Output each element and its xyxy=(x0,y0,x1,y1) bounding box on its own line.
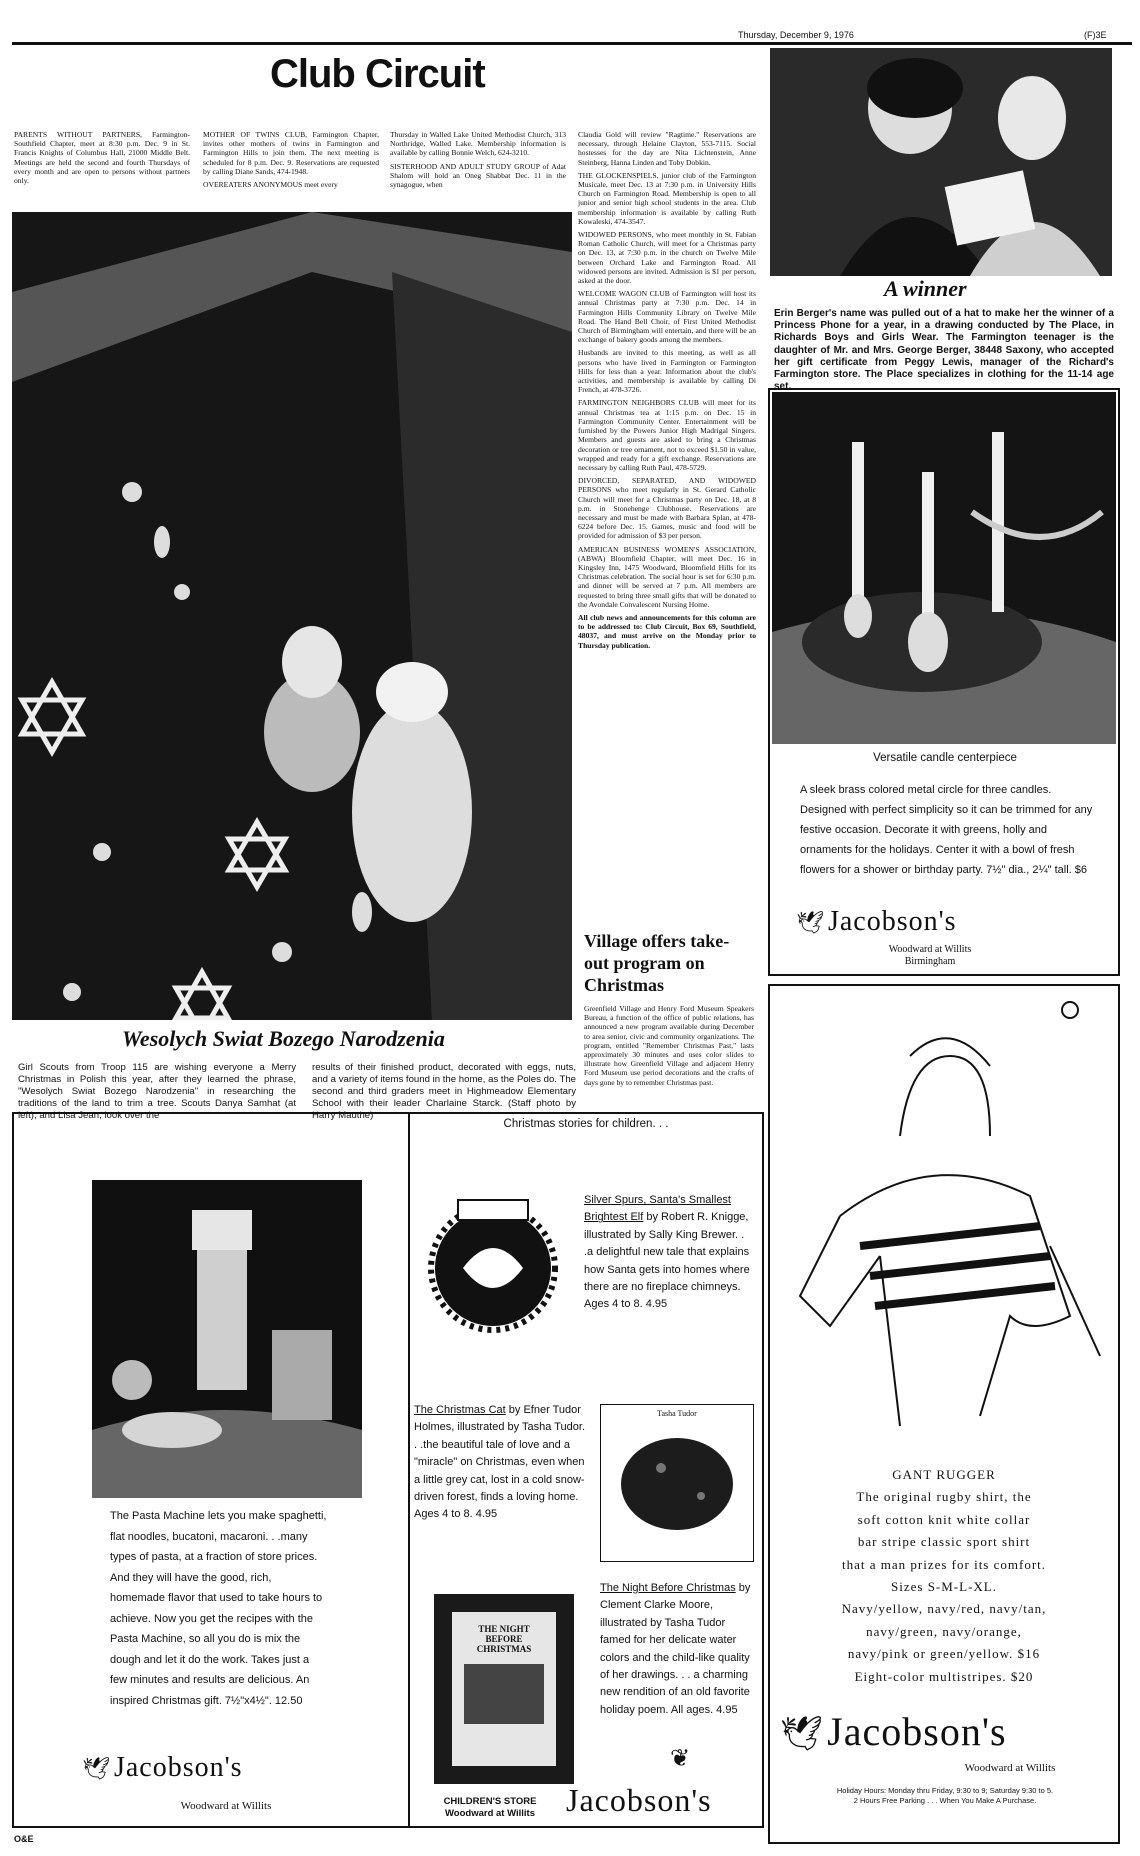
pasta-address: Woodward at Willits xyxy=(180,1800,272,1812)
book2-body: by Efner Tudor Holmes, illustrated by Tasha Tudor. . .the beautiful tale of love and a "miracle" on Christmas, even when a little grey cat, lost in a cold snow-driven forest, finds a loving home. Ages 4 to 8. 4.95 xyxy=(414,1404,585,1521)
pasta-photo-art xyxy=(92,1180,362,1498)
gant-line: navy/pink or green/yellow. $16 xyxy=(847,1646,1041,1662)
page-title: Club Circuit xyxy=(270,52,485,96)
book2-cover-art xyxy=(601,1418,753,1548)
candle-logo xyxy=(796,906,1086,936)
tree-photo xyxy=(12,212,572,1020)
holly-icon: ❦ xyxy=(670,1746,691,1772)
book1-body: by Robert R. Knigge, illustrated by Sally King Brewer. . .a delightful new tale that explains how Santa gets into homes where there are no fireplace chimneys. Ages 4 to 8. 4.95 xyxy=(584,1211,750,1311)
winner-headline: A winner xyxy=(884,276,967,301)
book3-body: by Clement Clarke Moore, illustrated by Tasha Tudor famed for her delicate water colors and the child-like quality of her drawings. . . a charming new rendition of an old favorite holiday poem. All ages. 4.95 xyxy=(600,1582,751,1716)
gant-line: soft cotton knit white collar xyxy=(857,1511,1031,1527)
gant-hours: Holiday Hours: Monday thru Friday, 9:30 to 9; Saturday 9:30 to 5. xyxy=(836,1786,1054,1795)
winner-photo-art xyxy=(770,48,1112,276)
candle-body: A sleek brass colored metal circle for three candles. Designed with perfect simplicity so it can be trimmed for any festive occasion. Decorate it with greens, holly and ornaments for the holidays. Center it with a bowl of fresh flowers for a shower or birthday party. 7½" dia., 2¼" tall. $6 xyxy=(800,784,1093,876)
village-headline: Village offers take-out program on Christmas xyxy=(584,931,730,995)
gant-line: The original rugby shirt, the xyxy=(856,1489,1032,1505)
book2-cover-label: Tasha Tudor xyxy=(657,1409,697,1418)
page-date: Thursday, December 9, 1976 xyxy=(738,30,854,40)
club-item-walled-lake: Thursday in Walled Lake United Methodist Church, 313 Northridge, Walled Lake. Membership information is available by calling Bonnie Welch, 624-3210. xyxy=(390,130,566,158)
candle-photo-art xyxy=(772,392,1116,744)
gant-logo xyxy=(780,1708,1108,1758)
gant-logo-text: Jacobson's xyxy=(827,1709,1007,1754)
book3-cover-art xyxy=(434,1594,574,1784)
candle-address-1: Woodward at Willits xyxy=(888,944,972,955)
gant-line: navy/green, navy/orange, xyxy=(866,1623,1022,1639)
club-col-2 xyxy=(203,130,379,193)
club-item-husbands: Husbands are invited to this meeting, as well as all persons who have lived in Farmington or Farmington Hills for less than a year. Information about the club's activities, and membership is available by calling Di French, at 478-3726. xyxy=(578,348,756,395)
club-item-widowed: WIDOWED PERSONS, who meet monthly in St. Fabian Roman Catholic Church, will meet for a Christmas party on Dec. 13, at 7:30 p.m. in the church on Twelve Mile between Orchard Lake and Farmington Road. All widowed persons are invited. Admission is $1 per person, asked at the door. xyxy=(578,230,756,286)
book2-text xyxy=(414,1402,590,1524)
pasta-photo xyxy=(92,1180,362,1498)
books-store: CHILDREN'S STORE xyxy=(443,1796,537,1807)
book3-cover xyxy=(434,1594,574,1784)
books-logo: Jacobson's xyxy=(566,1782,712,1818)
club-item-glockenspiels: THE GLOCKENSPIELS, junior club of the Farmington Musicale, meet Dec. 13 at 7:30 p.m. in University Hills Church on Farmington Road. Membership is open to all junior and senior high school students in the area. Club membership information is available by calling Ruth Kowaleski, 474-3547. xyxy=(578,170,756,226)
gant-illustration xyxy=(780,996,1108,1436)
books-address: Woodward at Willits xyxy=(445,1808,535,1819)
gant-line: GANT RUGGER xyxy=(892,1467,996,1482)
book3-cover-label: THE NIGHT BEFORE CHRISTMAS xyxy=(476,1624,532,1654)
footer-mark: O&E xyxy=(14,1834,34,1844)
candle-title: Versatile candle centerpiece xyxy=(873,752,1017,764)
book1-cover xyxy=(418,1188,568,1338)
gant-address: Woodward at Willits xyxy=(964,1762,1056,1774)
club-col-3 xyxy=(390,130,566,193)
club-item-neighbors: FARMINGTON NEIGHBORS CLUB will meet for its annual Christmas tea at 1:15 p.m. on Dec. 15 in Farmington Community Center. Entertainment will be furnished by the Powers Junior High Madrigal Singers. Members and guests are asked to bring a Christmas decoration or tree ornament, not to exceed $1.50 in value, wrapped and ready for a gift exchange. Reservations are necessary by calling Ruth Paul, 478-5729. xyxy=(578,398,756,472)
club-col-4 xyxy=(578,130,756,654)
club-item-twins: MOTHER OF TWINS CLUB, Farmington Chapter, invites other mothers of twins in Farmington and Farmington Hills to join them. The next meeting is scheduled for 8 p.m. Dec. 9. Reservations are requested by calling Diane Sands, 474-1948. xyxy=(203,130,379,176)
photo-caption-right: results of their finished product, decorated with eggs, nuts, and a variety of items found in the home, as the Poles do. The second and third graders meet in Highmeadow Elementary School with their leader Charlaine Starck. (Staff photo by Harry Mauthe) xyxy=(312,1062,576,1121)
gant-copy xyxy=(780,1464,1108,1688)
book2-title: The Christmas Cat xyxy=(414,1404,506,1416)
tree-photo-art xyxy=(12,212,572,1020)
winner-body: Erin Berger's name was pulled out of a hat to make her the winner of a Princess Phone for a year, in a drawing conducted by The Place, in Richards Boys and Girls Wear. The Farmington teenager is the daughter of Mr. and Mrs. George Berger, 38448 Saxony, who accepted her gift certificate from Peggy Lewis, manager of the Richard's Farmington store. The Place specializes in clothing for the 11-14 age set. xyxy=(774,308,1114,393)
books-header: Christmas stories for children. . . xyxy=(503,1118,669,1130)
book2-cover xyxy=(600,1404,754,1562)
header-rule xyxy=(12,42,1132,45)
club-item-sisterhood: SISTERHOOD AND ADULT STUDY GROUP of Adat Shalom will hold an Oneg Shabbat Dec. 11 in the synagogue, when xyxy=(390,161,566,190)
dove-holly-icon: 🕊 xyxy=(796,910,824,935)
gant-line: that a man prizes for its comfort. xyxy=(841,1556,1047,1572)
book3-text xyxy=(600,1580,756,1719)
club-item-welcome-wagon: WELCOME WAGON CLUB of Farmington will host its annual Christmas party at 7:30 p.m. Dec. 14 in Farmington Hills Community Library on Twelve Mile Road. The Hand Bell Choir, of First United Methodist Church of Birmingham will entertain, and there will be an exchange of bakery goods among the members. xyxy=(578,289,756,345)
book1-title: Silver Spurs, Santa's Smallest Brightest Elf xyxy=(584,1194,731,1224)
club-item-overeaters: OVEREATERS ANONYMOUS meet every xyxy=(203,180,338,190)
gant-illustration-art xyxy=(780,996,1108,1436)
book1-cover-art xyxy=(418,1188,568,1338)
club-col-1: PARENTS WITHOUT PARTNERS, Farmington-Southfield Chapter, meet at 8:30 p.m. Dec. 9 in St. Francis Knights of Columbus Hall, 21000 Middle Belt. Meetings are held the second and fourth Thursdays of every month and are open to persons without partners only. xyxy=(14,130,190,186)
pasta-body: The Pasta Machine lets you make spaghetti, flat noodles, bucatoni, macaroni. . .many types of pasta, at a fraction of store prices. And they will have the good, rich, homemade flavor that used to take hours to achieve. Now you get the recipes with the Pasta Machine, so all you do is mix the dough and let it do the work. Takes just a few minutes and results are delicious. An inspired Christmas gift. 7½"x4½". 12.50 xyxy=(110,1510,327,1707)
photo-headline: Wesolych Swiat Bozego Narodzenia xyxy=(122,1026,445,1051)
candle-address-2: Birmingham xyxy=(904,956,956,967)
photo-caption-left: Girl Scouts from Troop 115 are wishing everyone a Merry Christmas in Polish this year, after they learned the phrase, "Wesolych Swiat Bozego Narodzenia" in researching the traditions of the land to trim a tree. Scouts Danya Samhat (at left), and Lisa Jean, look over the xyxy=(18,1062,296,1121)
book1-text xyxy=(584,1192,752,1314)
gant-line: Sizes S-M-L-XL. xyxy=(891,1579,997,1595)
dove-holly-icon: 🕊 xyxy=(82,1756,110,1781)
gant-line: Navy/yellow, navy/red, navy/tan, xyxy=(841,1601,1047,1617)
club-item-abwa: AMERICAN BUSINESS WOMEN'S ASSOCIATION, (ABWA) Bloomfield Chapter, will meet Dec. 16 in Kingsley Inn, 1475 Woodward, Bloomfield Hills for its Christmas celebration. The social hour is set for 6:30 p.m. and dinner will be served at 7 p.m. All members are requested to bring three small gifts that will be donated to the Avondale Convalescent Nursing Home. xyxy=(578,544,756,609)
pasta-logo-text: Jacobson's xyxy=(113,1752,243,1783)
candle-logo-text: Jacobson's xyxy=(827,906,957,937)
book3-title: The Night Before Christmas xyxy=(600,1582,736,1594)
dove-holly-icon: 🕊 xyxy=(780,1716,824,1753)
gant-line: Eight-color multistripes. $20 xyxy=(854,1668,1034,1684)
gant-line: bar stripe classic sport shirt xyxy=(857,1534,1031,1550)
club-circuit-address: All club news and announcements for this column are to be addressed to: Club Circuit, Box 69, Southfield, 48037, and must arrive on the Monday prior to Thursday publication. xyxy=(578,612,756,650)
page-number: (F)3E xyxy=(1084,30,1107,40)
club-item-divorced: DIVORCED, SEPARATED, AND WIDOWED PERSONS who meet regularly in St. Gerard Catholic Church will meet for a Christmas party on Dec. 18, at 8 p.m. in Stonehenge Clubhouse. Reservations are necessary and must be made with Barbara Splan, at 478-6224 before Dec. 15. Games, music and food will be provided for admission of $3 per person. xyxy=(578,476,756,541)
candle-photo xyxy=(772,392,1116,744)
winner-photo xyxy=(770,48,1112,276)
village-body: Greenfield Village and Henry Ford Museum Speakers Bureau, a function of the office of public relations, has announced a new program available during December to area senior, civic and community organizations. The program, entitled "Remember Christmas Past," lasts approximately 30 minutes and uses color slides to illustrate how Greenfield Village and adjacent Henry Ford Museum use period decorations and the crafts of days gone by to remember Christmas past. xyxy=(584,1004,754,1087)
pasta-logo xyxy=(82,1752,332,1792)
club-item-ragtime: Claudia Gold will review "Ragtime." Reservations are necessary, through Helaine Clayton, 553-7115. Social hostesses for the day are Nita Lichtenstein, Anne Steinberg, Hanna Linden and Toby Dobkin. xyxy=(578,130,756,167)
gant-parking: 2 Hours Free Parking . . . When You Make A Purchase. xyxy=(853,1796,1037,1805)
